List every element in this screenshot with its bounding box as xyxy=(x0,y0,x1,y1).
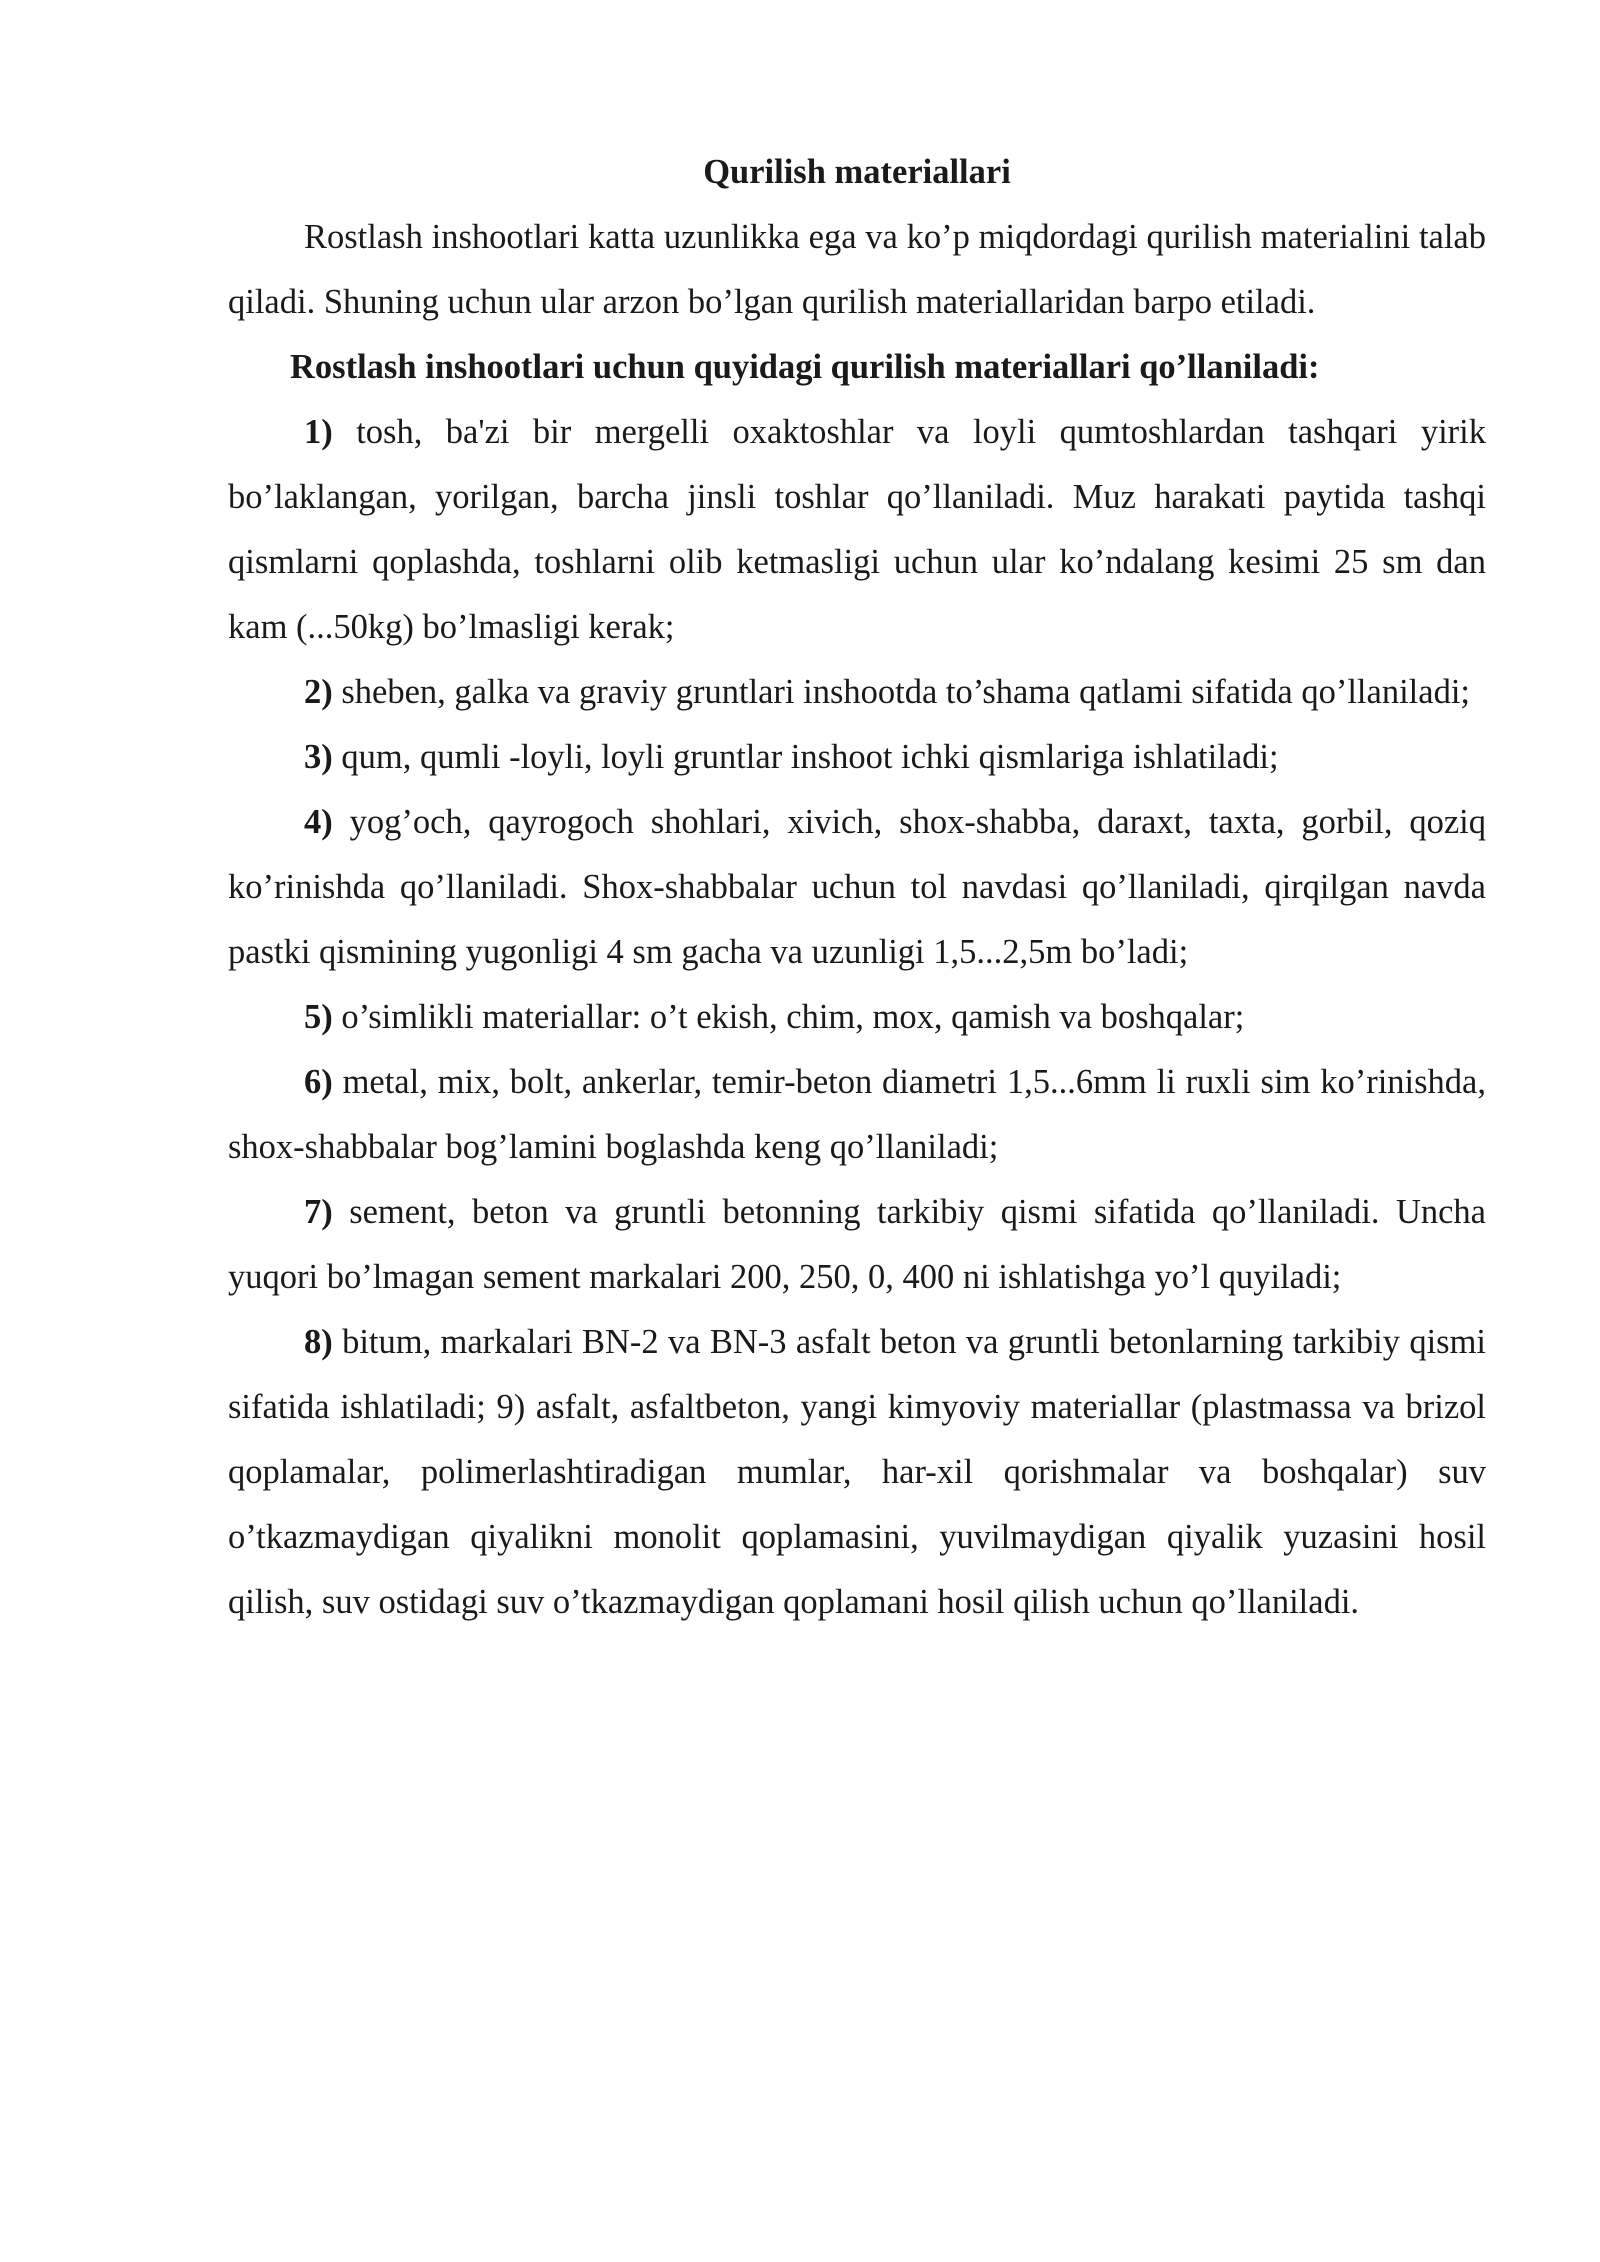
item-number: 8) xyxy=(304,1323,333,1361)
item-text: tosh, ba'zi bir mergelli oxaktoshlar va loyli qumtoshlardan tashqari yirik bo’laklangan, yorilgan, barcha jinsli toshlar qo’llaniladi. Muz harakati paytida tashqi qismlarni qoplashda, toshlarni olib ketmasligi uchun ular ko’ndalang kesimi 25 sm dan kam (...50kg) bo’lmasligi kerak; xyxy=(228,413,1486,646)
item-number: 7) xyxy=(304,1193,333,1231)
item-number: 2) xyxy=(304,673,333,711)
item-text: o’simlikli materiallar: o’t ekish, chim, mox, qamish va boshqalar; xyxy=(332,998,1245,1036)
list-heading: Rostlash inshootlari uchun quyidagi qurilish materiallari qo’llaniladi: xyxy=(290,348,1320,386)
item-text: bitum, markalari BN-2 va BN-3 asfalt beton va gruntli betonlarning tarkibiy qismi sifatida ishlatiladi; 9) asfalt, asfaltbeton, yangi kimyoviy materiallar (plastmassa va brizol qoplamalar, polimerlashtiradigan mumlar, har-xil qorishmalar va boshqalar) suv o’tkazmaydigan qiyalikni monolit qoplamasini, yuvilmaydigan qiyalik yuzasini hosil qilish, suv ostidagi suv o’tkazmaydigan qoplamani hosil qilish uchun qo’llaniladi. xyxy=(228,1323,1486,1621)
list-item xyxy=(228,985,1486,1050)
list-item xyxy=(228,725,1486,790)
list-item xyxy=(228,660,1486,725)
item-number: 1) xyxy=(304,413,333,451)
item-number: 6) xyxy=(304,1063,333,1101)
list-item xyxy=(228,1180,1486,1310)
item-text: yog’och, qayrogoch shohlari, xivich, shox-shabba, daraxt, taxta, gorbil, qoziq ko’rinishda qo’llaniladi. Shox-shabbalar uchun tol navdasi qo’llaniladi, qirqilgan navda pastki qismining yugonligi 4 sm gacha va uzunligi 1,5...2,5m bo’ladi; xyxy=(228,803,1486,971)
item-number: 4) xyxy=(304,803,333,841)
document-title: Qurilish materiallari xyxy=(703,153,1011,191)
item-text: metal, mix, bolt, ankerlar, temir-beton diametri 1,5...6mm li ruxli sim ko’rinishda, shox-shabbalar bog’lamini boglashda keng qo’llaniladi; xyxy=(228,1063,1486,1166)
item-number: 3) xyxy=(304,738,333,776)
list-item xyxy=(228,1310,1486,1635)
item-text: sement, beton va gruntli betonning tarkibiy qismi sifatida qo’llaniladi. Uncha yuqori bo’lmagan sement markalari 200, 250, 0, 400 ni ishlatishga yo’l quyiladi; xyxy=(228,1193,1486,1296)
list-item xyxy=(228,790,1486,985)
item-number: 5) xyxy=(304,998,333,1036)
document-page xyxy=(228,140,1486,1635)
list-item xyxy=(228,400,1486,660)
list-item xyxy=(228,1050,1486,1180)
item-text: qum, qumli -loyli, loyli gruntlar inshoot ichki qismlariga ishlatiladi; xyxy=(332,738,1279,776)
intro-paragraph: Rostlash inshootlari katta uzunlikka ega va ko’p miqdordagi qurilish materialini talab qiladi. Shuning uchun ular arzon bo’lgan qurilish materiallaridan barpo etiladi. xyxy=(228,218,1486,321)
item-text: sheben, galka va graviy gruntlari inshootda to’shama qatlami sifatida qo’llaniladi; xyxy=(332,673,1470,711)
